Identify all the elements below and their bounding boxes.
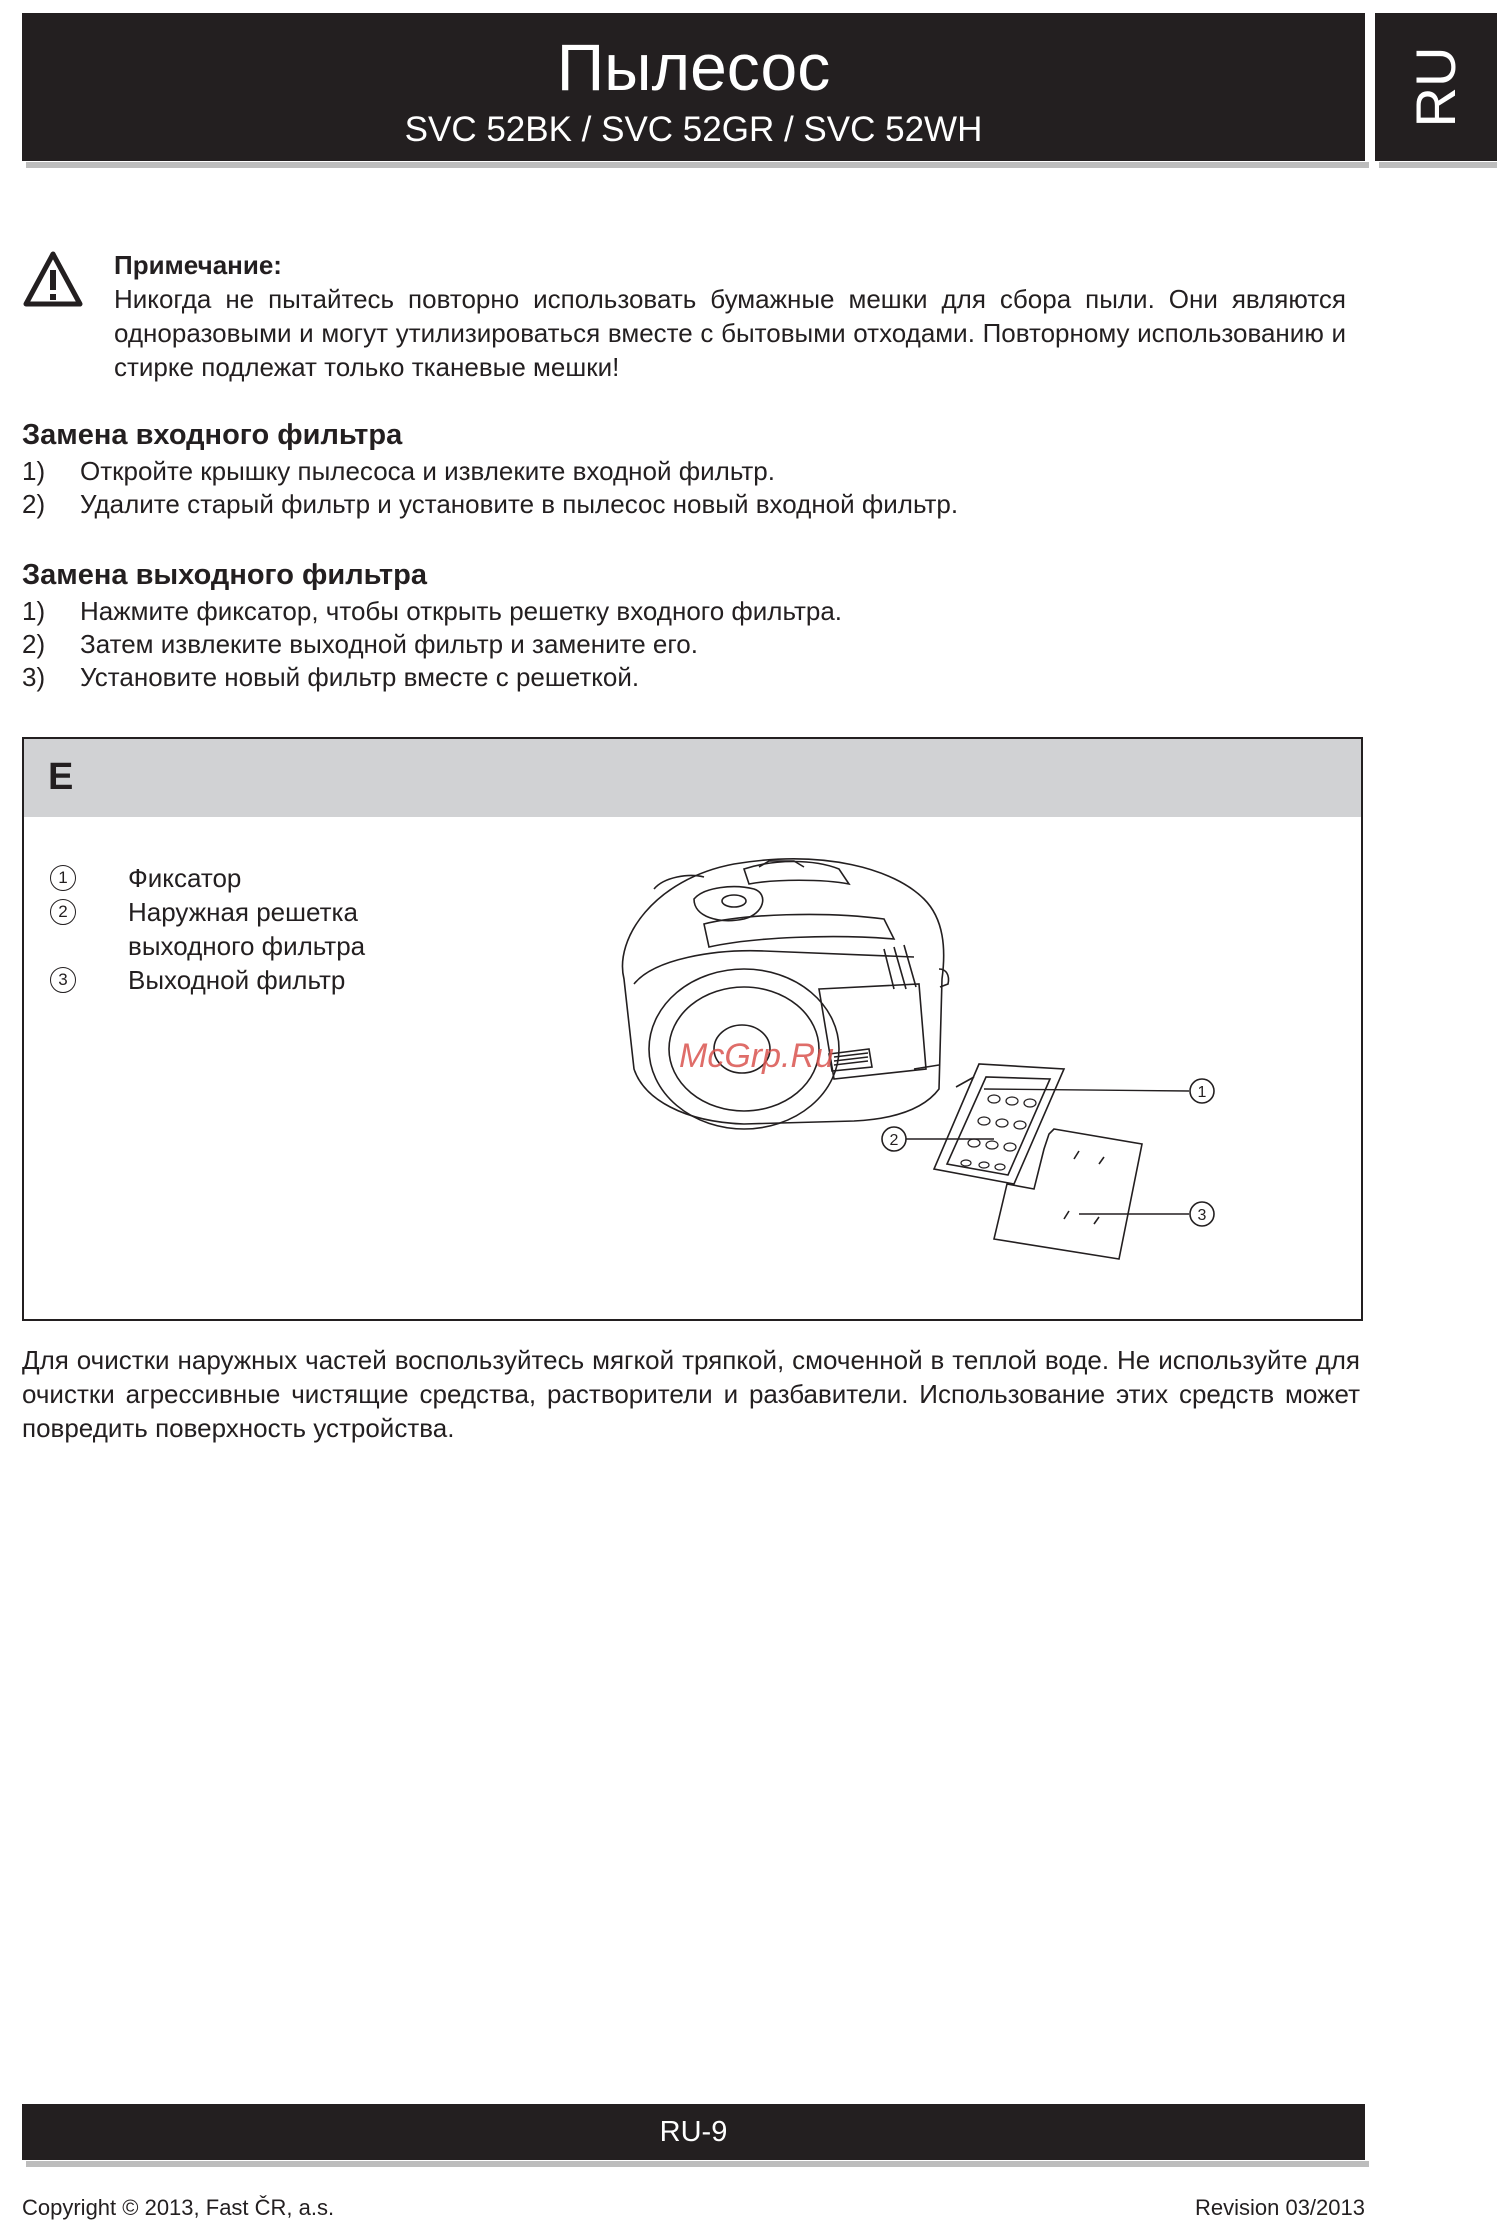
inlet-filter-heading: Замена входного фильтра	[22, 419, 403, 451]
note-text: Никогда не пытайтесь повторно использовать бумажные мешки для сбора пыли. Они являются одноразовыми и могут утилизироваться вместе с бытовыми отходами. Повторному использованию и стирке подлежат только тканевые мешки!	[114, 284, 1346, 382]
step-number: 3)	[22, 662, 46, 692]
step-text: Откройте крышку пылесоса и извлеките входной фильтр.	[80, 456, 775, 486]
legend-number: 2	[50, 899, 76, 925]
vacuum-cleaner-illustration	[594, 839, 1234, 1279]
header-bar	[22, 13, 1365, 161]
vacuum-body-drawing	[622, 859, 948, 1129]
callout-markers	[882, 1079, 1214, 1226]
list-item	[22, 661, 842, 694]
list-item	[22, 488, 958, 521]
legend-item	[48, 963, 365, 997]
figure-box	[22, 737, 1363, 1321]
language-tab	[1375, 13, 1497, 161]
list-item	[22, 595, 842, 628]
outlet-grille-drawing	[934, 1064, 1064, 1184]
list-item	[22, 455, 958, 488]
revision: Revision 03/2013	[1194, 2195, 1365, 2220]
page-title: Пылесос	[556, 30, 831, 104]
step-text: Нажмите фиксатор, чтобы открыть решетку входного фильтра.	[80, 596, 843, 626]
language-label: RU	[1404, 46, 1467, 128]
legend-item	[48, 895, 365, 963]
outlet-filter-heading: Замена выходного фильтра	[22, 559, 427, 591]
step-text: Затем извлеките выходной фильтр и замените его.	[80, 629, 698, 659]
watermark: McGrp.Ru	[679, 1037, 834, 1075]
copyright: Copyright © 2013, Fast ČR, a.s.	[22, 2195, 335, 2220]
legend-text: выходного фильтра	[128, 931, 366, 961]
warning-icon	[22, 250, 84, 308]
callout-number: 2	[889, 1132, 899, 1149]
legend-text: Наружная решетка	[128, 897, 358, 927]
step-text: Установите новый фильтр вместе с решеткой.	[80, 662, 640, 692]
step-text: Удалите старый фильтр и установите в пылесос новый входной фильтр.	[80, 489, 959, 519]
legend-item	[48, 861, 365, 895]
outlet-filter-steps	[22, 595, 842, 694]
step-number: 2)	[22, 489, 46, 519]
header-shadow	[26, 162, 1369, 168]
figure-legend	[48, 861, 365, 997]
cleaning-text: Для очистки наружных частей воспользуйтесь мягкой тряпкой, смоченной в теплой воде. Не используйте для очистки агрессивные чистящие средства, растворители и разбавители. Использование этих средств может повредить поверхность устройства.	[22, 1345, 1360, 1443]
language-tab-shadow	[1379, 162, 1497, 168]
list-item	[22, 628, 842, 661]
callout-number: 3	[1197, 1207, 1207, 1224]
callout-number: 1	[1197, 1084, 1207, 1101]
note-title: Примечание:	[114, 250, 282, 280]
note-block	[114, 248, 1346, 384]
figure-letter: E	[48, 756, 74, 798]
page-number: RU-9	[22, 2104, 1365, 2160]
footer-shadow	[26, 2161, 1369, 2167]
figure-header	[24, 739, 1361, 817]
legend-number: 3	[50, 967, 76, 993]
step-number: 1)	[22, 596, 46, 626]
step-number: 1)	[22, 456, 46, 486]
legend-number: 1	[50, 865, 76, 891]
model-subtitle: SVC 52BK / SVC 52GR / SVC 52WH	[404, 110, 983, 149]
legend-text: Выходной фильтр	[128, 965, 346, 995]
step-number: 2)	[22, 629, 46, 659]
inlet-filter-steps	[22, 455, 958, 521]
legend-text: Фиксатор	[128, 863, 242, 893]
